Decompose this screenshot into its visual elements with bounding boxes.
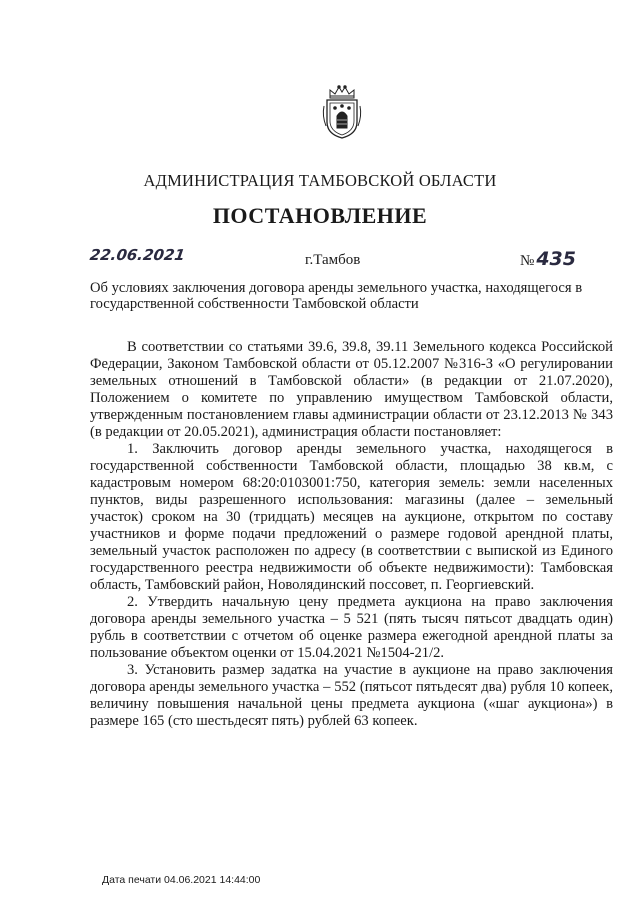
document-city: г.Тамбов <box>305 252 361 268</box>
clause-3: 3. Установить размер задатка на участие в аукционе на право заключения договора аренды земельного участка – 552 (пятьсот пятьдесят два) рубля 10 копеек, величину повышения начальной цены предмета аукциона («шаг аукциона») в размере 165 (сто шестьдесят пять) рублей 63 копеек. <box>90 662 613 729</box>
document-subject: Об условиях заключения договора аренды земельного участка, находящегося в государственной собственности Тамбовской области <box>90 280 583 312</box>
document-title: ПОСТАНОВЛЕНИЕ <box>212 203 428 228</box>
number-prefix: № <box>520 253 535 269</box>
number-value: 435 <box>536 248 576 270</box>
document-number <box>520 248 576 270</box>
clause-1: 1. Заключить договор аренды земельного участка, находящегося в государственной собственности Тамбовской области, площадью 38 кв.м, с кадастровым номером 68:20:0103001:750, категория земель: земли населенных пунктов, виды разрешенного использования: магазины (далее – земельный участок) сроком на 30 (тридцать) месяцев на аукционе, открытом по составу участников и форме подачи предложений о размере годовой арендной платы, земельный участок расположен по адресу (в соответствии с выпиской из Единого государственного реестра недвижимости об объекте недвижимости): Тамбовская область, Тамбовский район, Новолядинский поссовет, п. Георгиевский. <box>90 441 613 593</box>
print-date: Дата печати 04.06.2021 14:44:00 <box>102 874 261 886</box>
clause-2: 2. Утвердить начальную цену предмета аукциона на право заключения договора аренды земельного участка – 5 521 (пять тысяч пятьсот двадцать один) рубль в соответствии с отчетом об оценке размера ежегодной арендной платы за пользование объектом оценки от 15.04.2021 №1504-21/2. <box>90 594 613 661</box>
tambov-coat-of-arms-icon <box>320 84 364 140</box>
document-date: 22.06.2021 <box>88 246 187 264</box>
preamble-paragraph: В соответствии со статьями 39.6, 39.8, 39.11 Земельного кодекса Российской Федерации, Законом Тамбовской области от 05.12.2007 №316-З «О регулировании земельных отношений в Тамбовской области» (в редакции от 21.07.2020), Положением о комитете по управлению имуществом Тамбовской области, утвержденным постановлением главы администрации области от 23.12.2013 № 343 (в редакции от 20.05.2021), администрация области постановляет: <box>90 339 613 440</box>
document-body <box>90 339 613 730</box>
organization-name: АДМИНИСТРАЦИЯ ТАМБОВСКОЙ ОБЛАСТИ <box>143 171 497 190</box>
